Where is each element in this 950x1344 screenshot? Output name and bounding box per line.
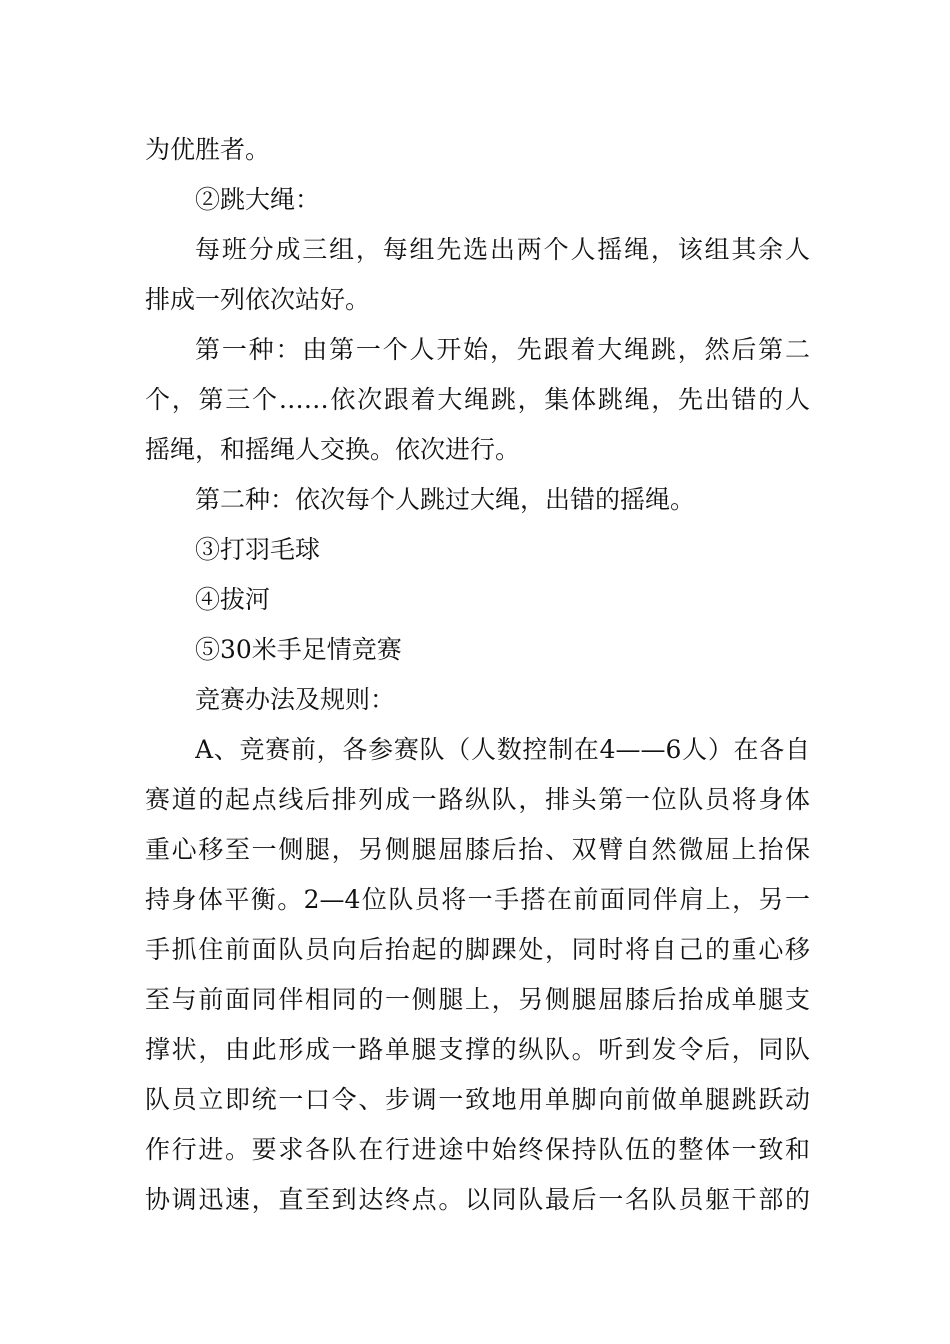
text-line-21: 作行进。要求各队在行进途中始终保持队伍的整体一致和	[145, 1135, 810, 1164]
text-line-20: 队员立即统一口令、步调一致地用单脚向前做单腿跳跃动	[145, 1085, 810, 1114]
text-line-17: 手抓住前面队员向后抬起的脚踝处，同时将自己的重心移	[145, 935, 810, 964]
text-line-2: ②跳大绳：	[195, 185, 321, 214]
text-line-3: 每班分成三组，每组先选出两个人摇绳，该组其余人	[195, 235, 810, 264]
text-line-1: 为优胜者。	[145, 135, 271, 164]
text-line-5: 第一种：由第一个人开始，先跟着大绳跳，然后第二	[195, 335, 810, 364]
text-line-22: 协调迅速，直至到达终点。以同队最后一名队员躯干部的	[145, 1185, 810, 1214]
text-line-4: 排成一列依次站好。	[145, 285, 371, 314]
text-line-7: 摇绳，和摇绳人交换。依次进行。	[145, 435, 521, 464]
text-line-10: ④拔河	[195, 585, 271, 614]
text-line-19: 撑状，由此形成一路单腿支撑的纵队。听到发令后，同队	[145, 1035, 810, 1064]
text-line-11: ⑤30米手足情竞赛	[195, 635, 402, 664]
text-line-18: 至与前面同伴相同的一侧腿上，另侧腿屈膝后抬成单腿支	[145, 985, 810, 1014]
text-line-12: 竞赛办法及规则：	[195, 685, 396, 714]
text-line-6: 个，第三个……依次跟着大绳跳，集体跳绳，先出错的人	[145, 385, 810, 414]
text-line-16: 持身体平衡。2—4位队员将一手搭在前面同伴肩上，另一	[145, 885, 810, 914]
text-line-15: 重心移至一侧腿，另侧腿屈膝后抬、双臂自然微屈上抬保	[145, 835, 810, 864]
text-line-9: ③打羽毛球	[195, 535, 321, 564]
text-line-13: A、竞赛前，各参赛队（人数控制在4——6人）在各自	[195, 735, 810, 764]
text-line-14: 赛道的起点线后排列成一路纵队，排头第一位队员将身体	[145, 785, 810, 814]
text-line-8: 第二种：依次每个人跳过大绳，出错的摇绳。	[195, 485, 696, 514]
